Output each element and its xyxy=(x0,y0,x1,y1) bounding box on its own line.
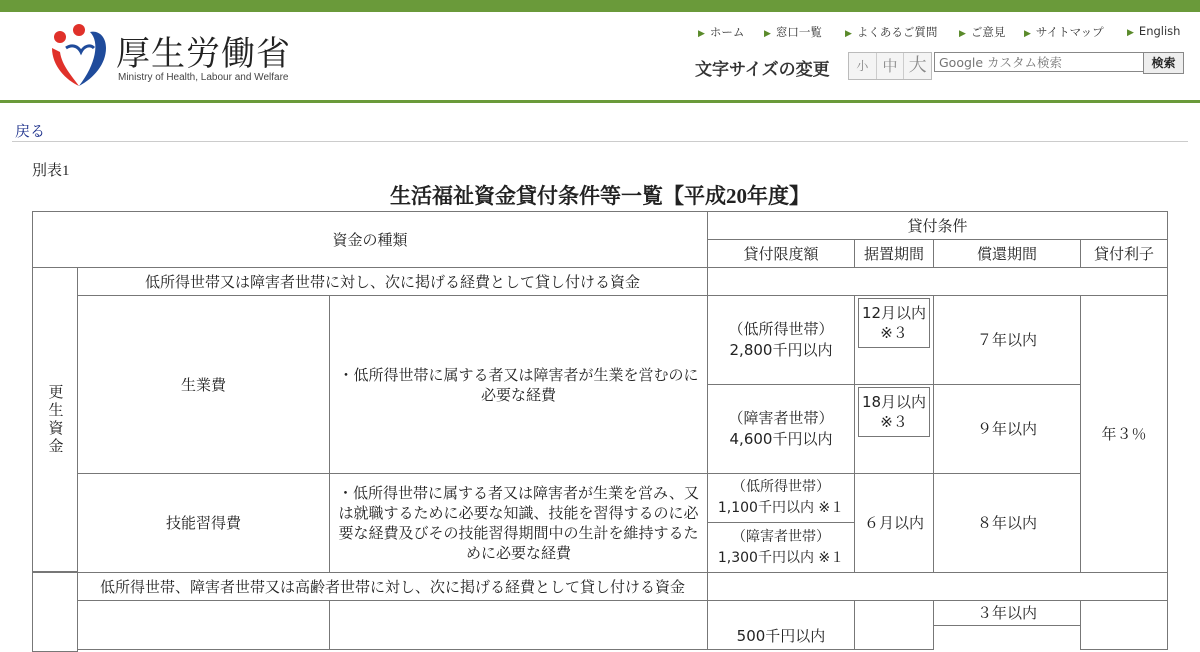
limit-value: 1,100千円以内 ※１ xyxy=(717,500,845,516)
limit-category: （低所得世帯） xyxy=(732,479,830,495)
nav-sitemap-link[interactable]: ▶ サイトマップ xyxy=(1024,25,1104,39)
section-label-cell xyxy=(32,572,78,652)
section1-description: 低所得世帯又は障害者世帯に対し、次に掲げる経費として貸し付ける資金 xyxy=(77,267,708,296)
row-name-skills: 技能習得費 xyxy=(77,473,330,573)
arrow-icon: ▶ xyxy=(698,29,705,39)
limit-cell: 500千円以内 xyxy=(707,600,855,650)
interest-cell xyxy=(1080,600,1168,650)
limit-category: （障害者世帯） xyxy=(732,528,830,545)
deferral-value: 12月以内 xyxy=(861,304,927,322)
interest-cell: 年３％ xyxy=(1080,295,1168,573)
utility-nav xyxy=(0,24,1200,40)
back-link[interactable]: 戻る xyxy=(15,122,46,140)
limit-value: 1,300千円以内 ※１ xyxy=(717,549,845,566)
arrow-icon: ▶ xyxy=(1127,28,1134,38)
deferral-cell xyxy=(854,600,934,650)
header-limit: 貸付限度額 xyxy=(707,239,855,268)
row-desc-cell xyxy=(329,600,708,650)
deferral-value: 18月以内 xyxy=(861,393,927,411)
logo-title[interactable]: 厚生労働省 xyxy=(116,34,291,74)
header-conditions: 貸付条件 xyxy=(707,211,1168,240)
logo-subtitle: Ministry of Health, Labour and Welfare xyxy=(118,72,289,83)
section2-description: 低所得世帯、障害者世帯又は高齢者世帯に対し、次に掲げる経費として貸し付ける資金 xyxy=(77,572,708,601)
row-desc-business: ・低所得世帯に属する者又は障害者が生業を営むのに必要な経費 xyxy=(329,295,708,474)
nav-contacts-link[interactable]: ▶ 窓口一覧 xyxy=(764,25,822,39)
deferral-box xyxy=(858,298,930,348)
limit-category: （障害者世帯） xyxy=(728,409,834,427)
limit-value: 2,800千円以内 xyxy=(729,341,833,359)
arrow-icon: ▶ xyxy=(1024,29,1031,39)
limit-value: 4,600千円以内 xyxy=(729,430,833,448)
deferral-box xyxy=(858,387,930,437)
header-fund-type: 資金の種類 xyxy=(32,211,708,268)
nav-opinion-link[interactable]: ▶ ご意見 xyxy=(959,25,1006,39)
limit-cell xyxy=(707,295,855,385)
font-size-small-button[interactable]: 小 xyxy=(849,53,877,79)
arrow-icon: ▶ xyxy=(959,29,966,39)
deferral-cell: ６月以内 xyxy=(854,473,934,573)
annex-label: 別表1 xyxy=(32,163,70,179)
arrow-icon: ▶ xyxy=(845,29,852,39)
repayment-cell: ９年以内 xyxy=(933,384,1081,474)
section1-blank xyxy=(707,267,1168,296)
repayment-cell: ３年以内 xyxy=(933,600,1081,626)
font-size-medium-button[interactable]: 中 xyxy=(877,53,905,79)
font-size-large-button[interactable]: 大 xyxy=(908,55,927,76)
font-size-buttons xyxy=(848,52,932,80)
back-divider xyxy=(12,141,1188,142)
search-button[interactable]: 検索 xyxy=(1143,52,1184,74)
header-interest: 貸付利子 xyxy=(1080,239,1168,268)
header-divider xyxy=(0,100,1200,103)
repayment-cell: ７年以内 xyxy=(933,295,1081,385)
font-size-label: 文字サイズの変更 xyxy=(695,60,830,80)
limit-cell xyxy=(707,473,855,523)
repayment-cell: ８年以内 xyxy=(933,473,1081,573)
limit-category: （低所得世帯） xyxy=(728,320,834,338)
section-label-rehabilitation xyxy=(32,267,78,572)
deferral-note: ※３ xyxy=(880,413,908,431)
search-input[interactable] xyxy=(934,52,1148,72)
loan-conditions-table xyxy=(32,211,1200,645)
nav-home-link[interactable]: ▶ ホーム xyxy=(698,25,745,39)
limit-cell xyxy=(707,522,855,573)
row-name-cell xyxy=(77,600,330,650)
header-deferral: 据置期間 xyxy=(854,239,934,268)
arrow-icon: ▶ xyxy=(764,29,771,39)
limit-cell xyxy=(707,384,855,474)
deferral-note: ※３ xyxy=(880,324,908,342)
section2-blank xyxy=(707,572,1168,601)
top-green-bar xyxy=(0,0,1200,12)
nav-faq-link[interactable]: ▶ よくあるご質問 xyxy=(845,25,938,39)
nav-english-link[interactable]: ▶ English xyxy=(1127,24,1181,38)
header-repayment: 償還期間 xyxy=(933,239,1081,268)
row-desc-skills: ・低所得世帯に属する者又は障害者が生業を営み、又は就職するために必要な知識、技能を習得するのに必要な経費及びその技能習得期間中の生計を維持するために必要な経費 xyxy=(329,473,708,573)
row-name-business: 生業費 xyxy=(77,295,330,474)
page-title: 生活福祉資金貸付条件等一覧【平成20年度】 xyxy=(390,184,810,208)
section-label-text: 更生資金 xyxy=(46,383,65,456)
